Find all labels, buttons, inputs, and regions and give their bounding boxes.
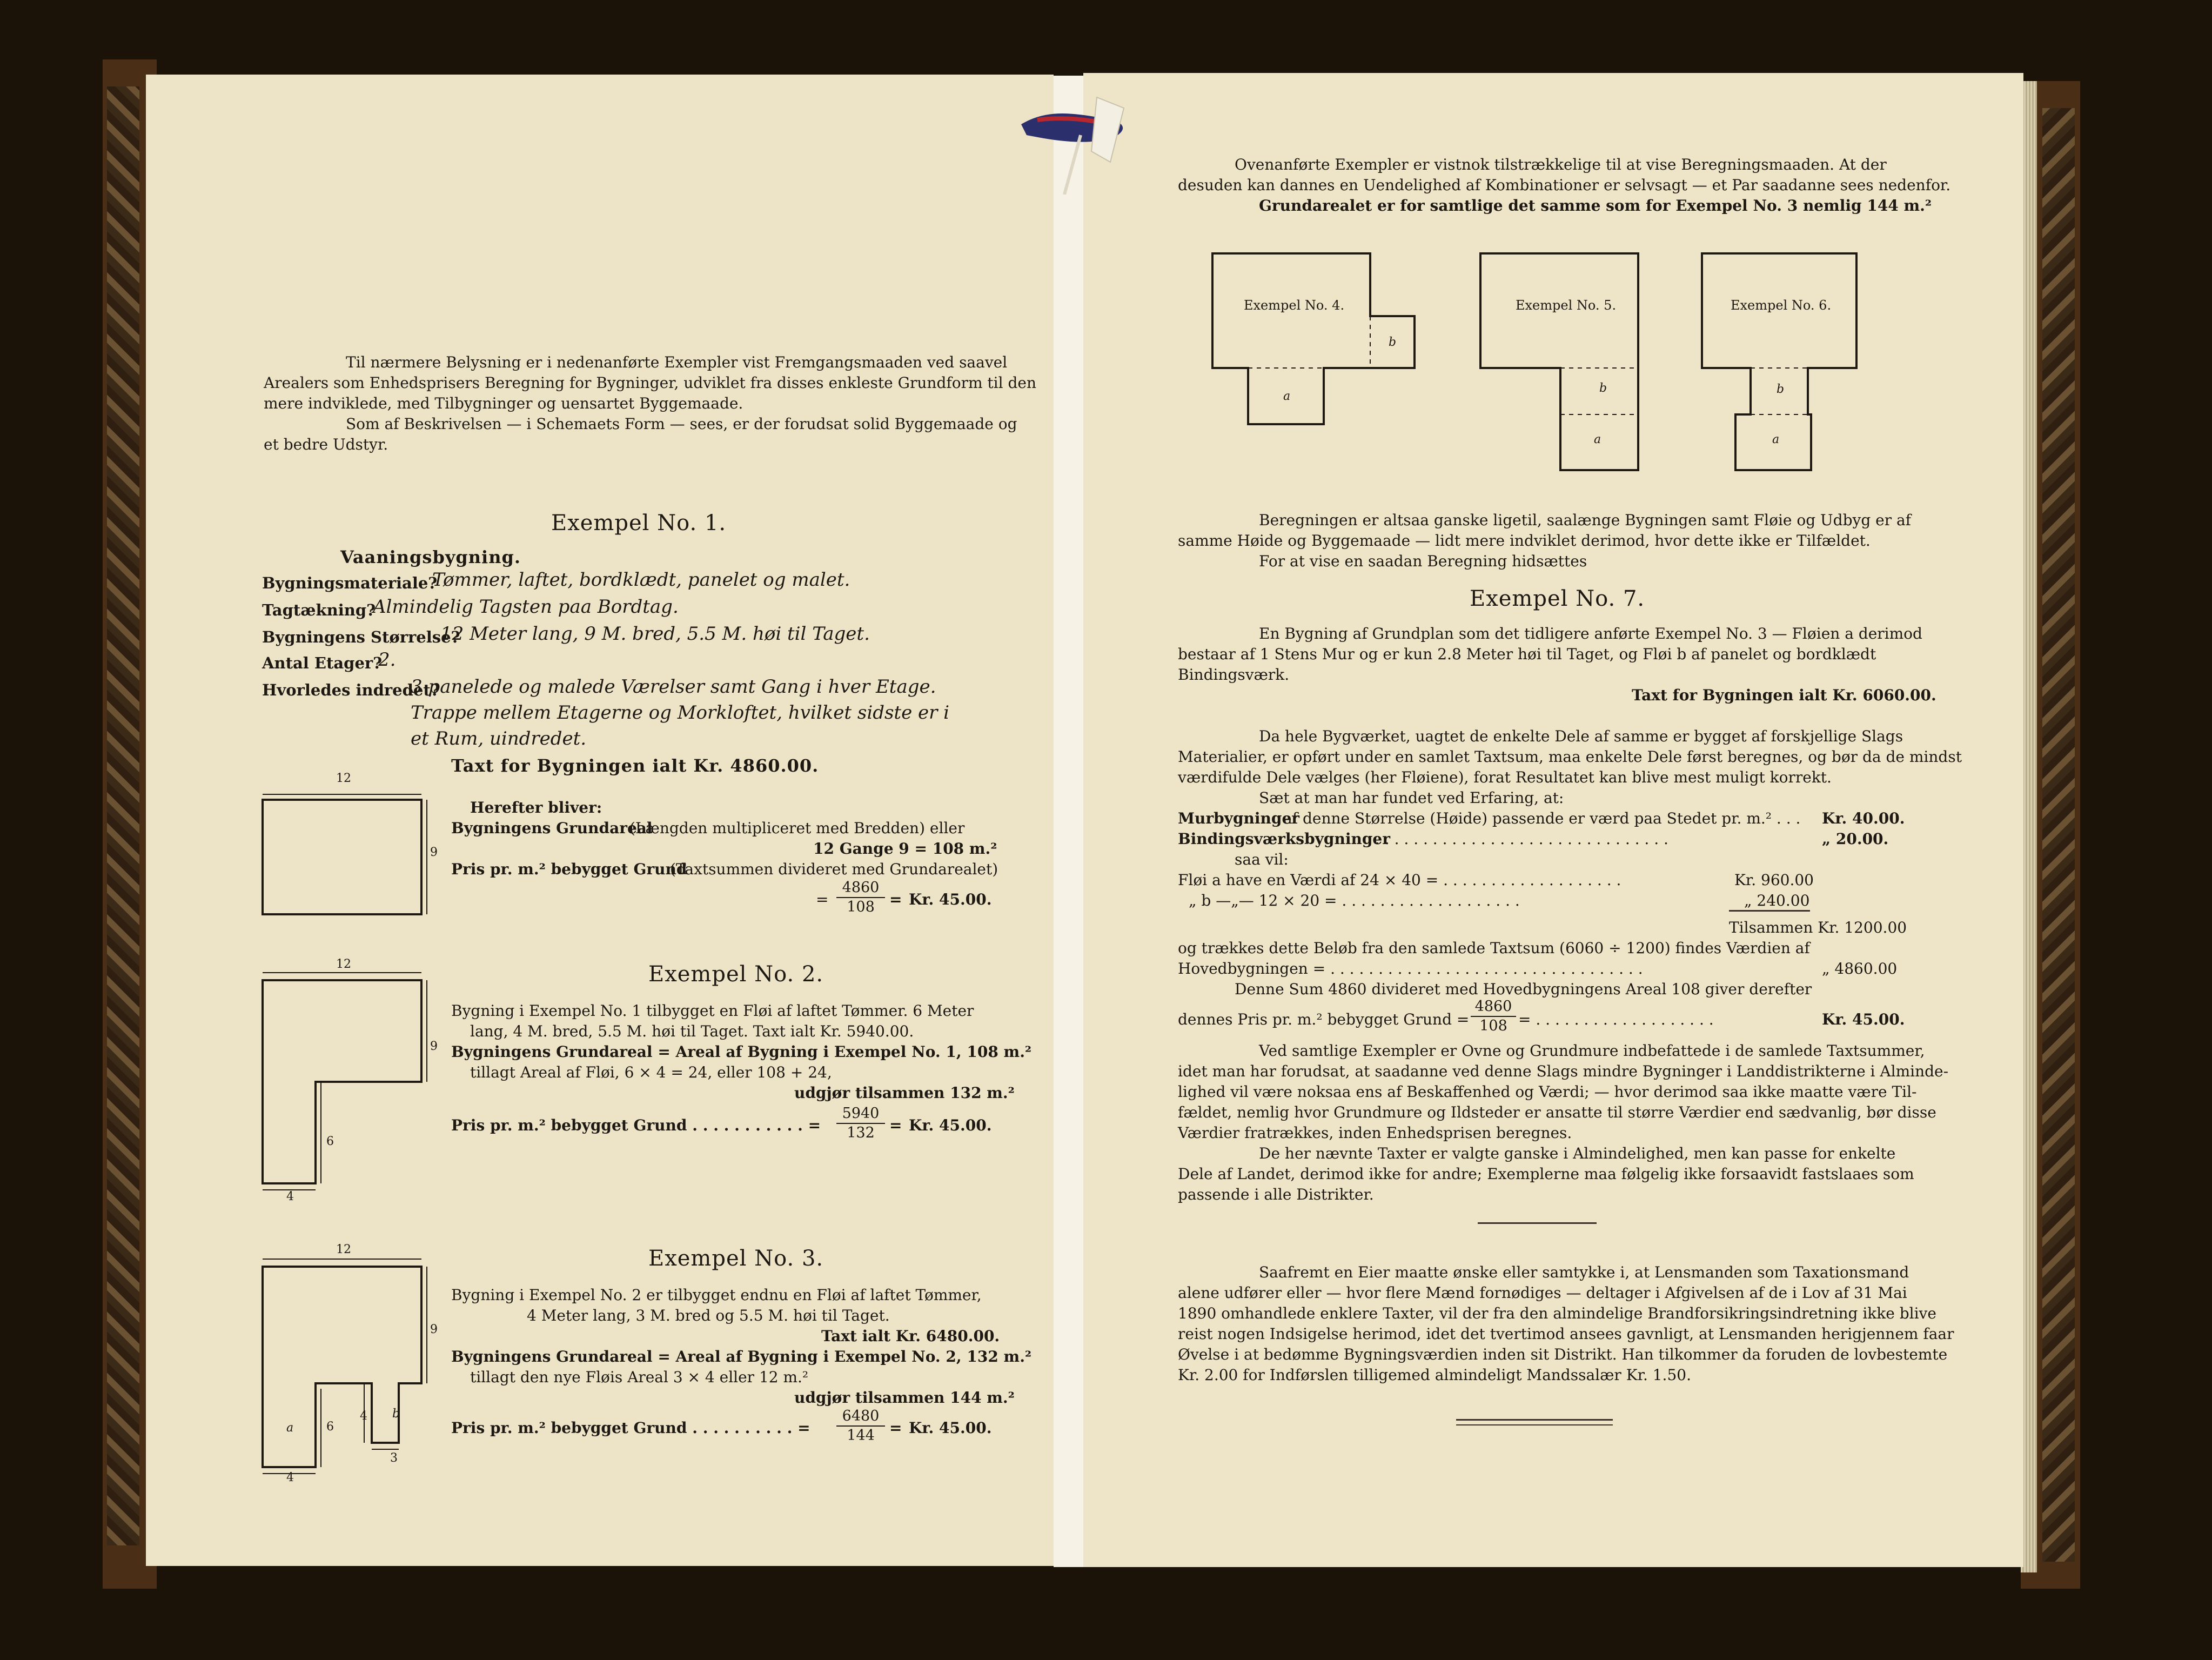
plan-5-label: Exempel No. 5. [1516,298,1617,313]
ex7-traekkes-1: og trækkes dette Beløb fra den samlede Taxtsum (6060 ÷ 1200) findes Værdien af [1178,939,1810,957]
ex3-taxt: Taxt ialt Kr. 6480.00. [821,1327,1000,1345]
ex2-line-1: Bygning i Exempel No. 1 tilbygget en Fløi af laftet Tømmer. 6 Meter [451,1002,974,1020]
ex7-denne-value: Kr. 45.00. [1822,1010,1905,1028]
ex1-heading: Exempel No. 1. [551,511,727,536]
plan-5-b: b [1599,381,1607,395]
ex1-field-label-2: Tagtækning? [262,601,376,619]
binding-gutter [1054,76,1086,1567]
closing-line-3: 1890 omhandlede enklere Taxter, vil der fra den almindelige Brandforsikringsindretning ikke blive [1178,1304,1936,1322]
ex3-fraction [836,1407,885,1445]
ex7-bind-text: . . . . . . . . . . . . . . . . . . . . . . . . . . . . . . . [1375,830,1668,848]
ex1-result: Kr. 45.00. [909,891,992,908]
ex7-p3-line-2: idet man har forudsat, at saadanne ved denne Slags mindre Bygninger i Landdistrikterne i Alminde- [1178,1062,1949,1080]
closing-line-4: reist nogen Indsigelse herimod, idet det tvertimod ansees gavnligt, at Lensmanden herigjennem faar [1178,1325,1954,1343]
ex7-p2-line-2: Materialier, er opført under en samlet Taxtsum, maa enkelte Dele først beregnes, og bør da de mindst [1178,748,1962,766]
plan-5-a: a [1594,433,1601,446]
end-rule-1 [1456,1419,1613,1421]
ex1-grundareal-calc: 12 Gange 9 = 108 m.² [813,840,997,858]
ex7-p3-line-8: passende i alle Distrikter. [1178,1186,1374,1203]
ex7-saa-vil: saa vil: [1235,851,1289,868]
ex1-field-value-5: 3 panelede og malede Værelser samt Gang i hver Etage. [411,676,936,698]
ex1-field-label-1: Bygningsmateriale? [262,574,438,592]
ex1-floor-plan [254,784,443,924]
left-intro-line-2: Arealers som Enhedsprisers Beregning for Bygninger, udviklet fra disses enkleste Grundform til den [264,374,1037,392]
ex2-tillagt: tillagt Areal af Fløi, 6 × 4 = 24, eller 108 + 24, [470,1063,832,1081]
closing-line-1: Saafremt en Eier maatte ønske eller samtykke i, at Lensmanden som Taxationsmand [1259,1263,1909,1281]
ex3-frac-num: 6480 [836,1407,885,1427]
plan-5-outline [1480,253,1638,470]
ex7-denne-sum: Denne Sum 4860 divideret med Hovedbygningens Areal 108 giver derefter [1235,980,1812,998]
ex2-udgjor: udgjør tilsammen 132 m.² [794,1084,1015,1102]
ex3-dim-w4: 4 [286,1471,294,1484]
ex7-p3-line-5: Værdier fratrækkes, inden Enhedsprisen beregnes. [1178,1124,1572,1142]
ex7-taxt: Taxt for Bygningen ialt Kr. 6060.00. [1632,686,1936,704]
ex1-dim-height: 9 [430,846,438,859]
ex1-grundareal-note: (Længden multipliceret med Bredden) eller [629,819,965,837]
ex3-tillagt: tillagt den nye Fløis Areal 3 × 4 eller 12 m.² [470,1368,809,1386]
ex7-p1-line-1: En Bygning af Grundplan som det tidligere anførte Exempel No. 3 — Fløien a derimod [1259,625,1922,642]
ex2-grundareal: Bygningens Grundareal = Areal af Bygning i Exempel No. 1, 108 m.² [451,1043,1032,1061]
plan-6-label: Exempel No. 6. [1731,298,1832,313]
ex7-floi-b-value: „ 240.00 [1744,892,1810,909]
ex7-floi-a-value: Kr. 960.00 [1734,871,1814,889]
right-intro-line-3: Grundarealet er for samtlige det samme som for Exempel No. 3 nemlig 144 m.² [1259,197,1932,215]
ex7-p1-line-2: bestaar af 1 Stens Mur og er kun 2.8 Meter høi til Taget, og Fløi b af panelet og bordklædt [1178,645,1876,663]
ex1-taxt: Taxt for Bygningen ialt Kr. 4860.00. [451,755,819,776]
plan-6-a: a [1772,433,1780,446]
ex2-frac-num: 5940 [836,1105,885,1124]
ex7-mur-text: af denne Størrelse (Høide) passende er værd paa Stedet pr. m.² . . . [1283,809,1801,827]
binding-thread [1016,86,1145,195]
ex3-grundareal: Bygningens Grundareal = Areal af Bygning i Exempel No. 2, 132 m.² [451,1348,1032,1366]
after-plans-line-2: samme Høide og Byggemaade — lidt mere indviklet derimod, hvor dette ikke er Tilfældet. [1178,532,1871,550]
ex3-letter-a: a [286,1421,294,1435]
ex2-pris-label: Pris pr. m.² bebygget Grund . . . . . . . . . . . = [451,1116,821,1134]
ex2-dim-height: 9 [430,1040,438,1053]
ex1-result-equals: = [889,891,902,908]
ex3-heading: Exempel No. 3. [648,1246,824,1271]
ex2-frac-den: 132 [847,1124,875,1141]
ex7-mur-label: Murbygninger [1178,809,1300,827]
ex7-hoved-value: „ 4860.00 [1822,960,1898,978]
right-cover-marbled-edge [2042,108,2075,1562]
plan-4-b: b [1389,336,1397,349]
ex3-dim-w3: 3 [390,1451,398,1465]
ex3-line-2: 4 Meter lang, 3 M. bred og 5.5 M. høi til Taget. [527,1307,890,1324]
end-rule-2 [1456,1424,1613,1425]
left-intro-line-5: et bedre Udstyr. [264,436,388,453]
ex3-pris-label: Pris pr. m.² bebygget Grund . . . . . . . . . . = [451,1419,810,1437]
left-intro-line-1: Til nærmere Belysning er i nedenanførte Exempler vist Fremgangsmaaden ved saavel [346,353,1008,371]
ex1-field-value-4: 2. [378,649,396,671]
ex7-p2-line-4: Sæt at man har fundet ved Erfaring, at: [1259,789,1564,807]
ex7-heading: Exempel No. 7. [1470,586,1645,611]
ex7-bind-label: Bindingsværksbygninger [1178,830,1390,848]
ex2-result-equals: = [889,1116,902,1134]
ex1-equals: = [816,891,829,908]
section-divider [1478,1222,1597,1224]
ex3-result-equals: = [889,1419,902,1437]
ex1-subheading: Vaaningsbygning. [340,547,521,567]
right-intro-line-1: Ovenanførte Exempler er vistnok tilstrækkelige til at vise Beregningsmaaden. At der [1235,156,1887,173]
ex7-frac-num: 4860 [1471,998,1516,1017]
ex7-p3-line-3: lighed vil være noksaa ens af Beskaffenhed og Værdi; — hvor derimod saa ikke maatte være Til- [1178,1083,1917,1101]
ex2-heading: Exempel No. 2. [648,962,824,987]
ex3-letter-b: b [392,1407,400,1421]
after-plans-line-1: Beregningen er altsaa ganske ligetil, saalænge Bygningen samt Fløie og Udbyg er af [1259,511,1912,529]
ex7-traekkes-2: Hovedbygningen = . . . . . . . . . . . . . . . . . . . . . . . . . . . . . . . . . [1178,960,1643,978]
ex7-frac-den: 108 [1479,1018,1507,1034]
ex1-field-value-3: 12 Meter lang, 9 M. bred, 5.5 M. høi til Taget. [440,623,870,645]
left-intro-line-3: mere indviklede, med Tilbygninger og uensartet Byggemaade. [264,394,743,412]
ex1-field-label-4: Antal Etager? [262,654,383,672]
ex1-dim-width: 12 [336,772,351,785]
ex3-result: Kr. 45.00. [909,1419,992,1437]
ex7-floi-b: „ b —„— 12 × 20 = . . . . . . . . . . . . . . . . . . . [1189,892,1520,909]
ex7-fraction [1471,998,1516,1035]
left-intro-line-4: Som af Beskrivelsen — i Schemaets Form — sees, er der forudsat solid Byggemaade og [346,415,1017,433]
ex2-fraction [836,1105,885,1142]
ex7-mur-value: Kr. 40.00. [1822,809,1905,827]
ex3-frac-den: 144 [847,1427,875,1444]
ex3-dim-height: 9 [430,1323,438,1336]
ex1-frac-num: 4860 [836,879,885,898]
ex7-p3-line-1: Ved samtlige Exempler er Ovne og Grundmure indbefattede i de samlede Taxtsummer, [1259,1042,1925,1060]
ex7-floi-a: Fløi a have en Værdi af 24 × 40 = . . . . . . . . . . . . . . . . . . . [1178,871,1621,889]
ex1-fraction [836,879,885,916]
plan-6-b: b [1777,383,1785,396]
ex1-field-label-5: Hvorledes indredet? [262,681,440,699]
ex7-p3-line-4: fældet, nemlig hvor Grundmure og Ildsteder er ansatte til større Værdier end sædvanlig, bør disse [1178,1103,1936,1121]
plan-4-outline [1212,253,1415,424]
ex1-indredet-cont-2: et Rum, uindredet. [411,728,587,749]
ex3-line-1: Bygning i Exempel No. 2 er tilbygget endnu en Fløi af laftet Tømmer, [451,1286,982,1304]
ex3-dim-b4: 4 [360,1409,367,1423]
ex7-p3-line-6: De her nævnte Taxter er valgte ganske i Almindelighed, men kan passe for enkelte [1259,1144,1896,1162]
ex2-dim-width: 12 [336,958,351,971]
ex1-pris-note: (Taxtsummen divideret med Grundarealet) [670,860,998,878]
plans-4-5-6 [1199,246,1869,484]
plan-4-label: Exempel No. 4. [1244,298,1345,313]
ex3-floor-plan [254,1254,443,1481]
ex1-grundareal-label: Bygningens Grundareal [451,819,653,837]
ex2-dim-wing-w: 4 [286,1190,294,1203]
ex7-denne-pris: dennes Pris pr. m.² bebygget Grund = [1178,1010,1470,1028]
ex1-herefter: Herefter bliver: [470,799,602,816]
ex7-bind-value: „ 20.00. [1822,830,1889,848]
ex7-tilsammen: Tilsammen Kr. 1200.00 [1729,919,1907,936]
ex2-line-2: lang, 4 M. bred, 5.5 M. høi til Taget. Taxt ialt Kr. 5940.00. [470,1022,914,1040]
closing-line-6: Kr. 2.00 for Indførslen tilligemed almindeligt Mandssalær Kr. 1.50. [1178,1366,1691,1384]
closing-line-5: Øvelse i at bedømme Bygningsværdien inden sit Distrikt. Han tilkommer da foruden de lovbestemte [1178,1346,1948,1363]
ex2-result: Kr. 45.00. [909,1116,992,1134]
ex3-dim-a6: 6 [326,1420,334,1434]
ex1-field-value-2: Almindelig Tagsten paa Bordtag. [373,596,679,618]
ex7-p3-line-7: Dele af Landet, derimod ikke for andre; Exemplerne maa følgelig ikke forsaavidt fastslaaes som [1178,1165,1914,1183]
left-cover-marbled-edge [107,86,139,1545]
plan-4-a: a [1283,390,1291,403]
ex3-udgjor: udgjør tilsammen 144 m.² [794,1389,1015,1407]
ex1-pris-label: Pris pr. m.² bebygget Grund [451,860,687,878]
ex1-frac-den: 108 [847,899,875,915]
ex1-field-value-1: Tømmer, laftet, bordklædt, panelet og malet. [432,569,850,591]
after-plans-line-3: For at vise en saadan Beregning hidsættes [1259,552,1587,570]
closing-line-2: alene udfører eller — hvor flere Mænd fornødiges — deltager i Afgivelsen af de i Lov af 31 Mai [1178,1284,1907,1302]
ex1-indredet-cont-1: Trappe mellem Etagerne og Morkloftet, hvilket sidste er i [411,702,950,724]
ex1-field-label-3: Bygningens Størrelse? [262,628,460,646]
right-intro-line-2: desuden kan dannes en Uendelighed af Kombinationer er selvsagt — et Par saadanne sees nedenfor. [1178,176,1951,194]
ex7-denne-dots: = . . . . . . . . . . . . . . . . . . . [1518,1010,1714,1028]
ex7-p1-line-3: Bindingsværk. [1178,666,1290,684]
ex7-p2-line-1: Da hele Bygværket, uagtet de enkelte Dele af samme er bygget af forskjellige Slags [1259,727,1903,745]
ex3-dim-width: 12 [336,1243,351,1256]
ex7-p2-line-3: værdifulde Dele vælges (her Fløiene), forat Resultatet kan blive mest muligt korrekt. [1178,768,1832,786]
ex7-sum-rule [1729,910,1810,912]
ex2-floor-plan [254,967,443,1205]
ex2-dim-wing-h: 6 [326,1135,334,1148]
